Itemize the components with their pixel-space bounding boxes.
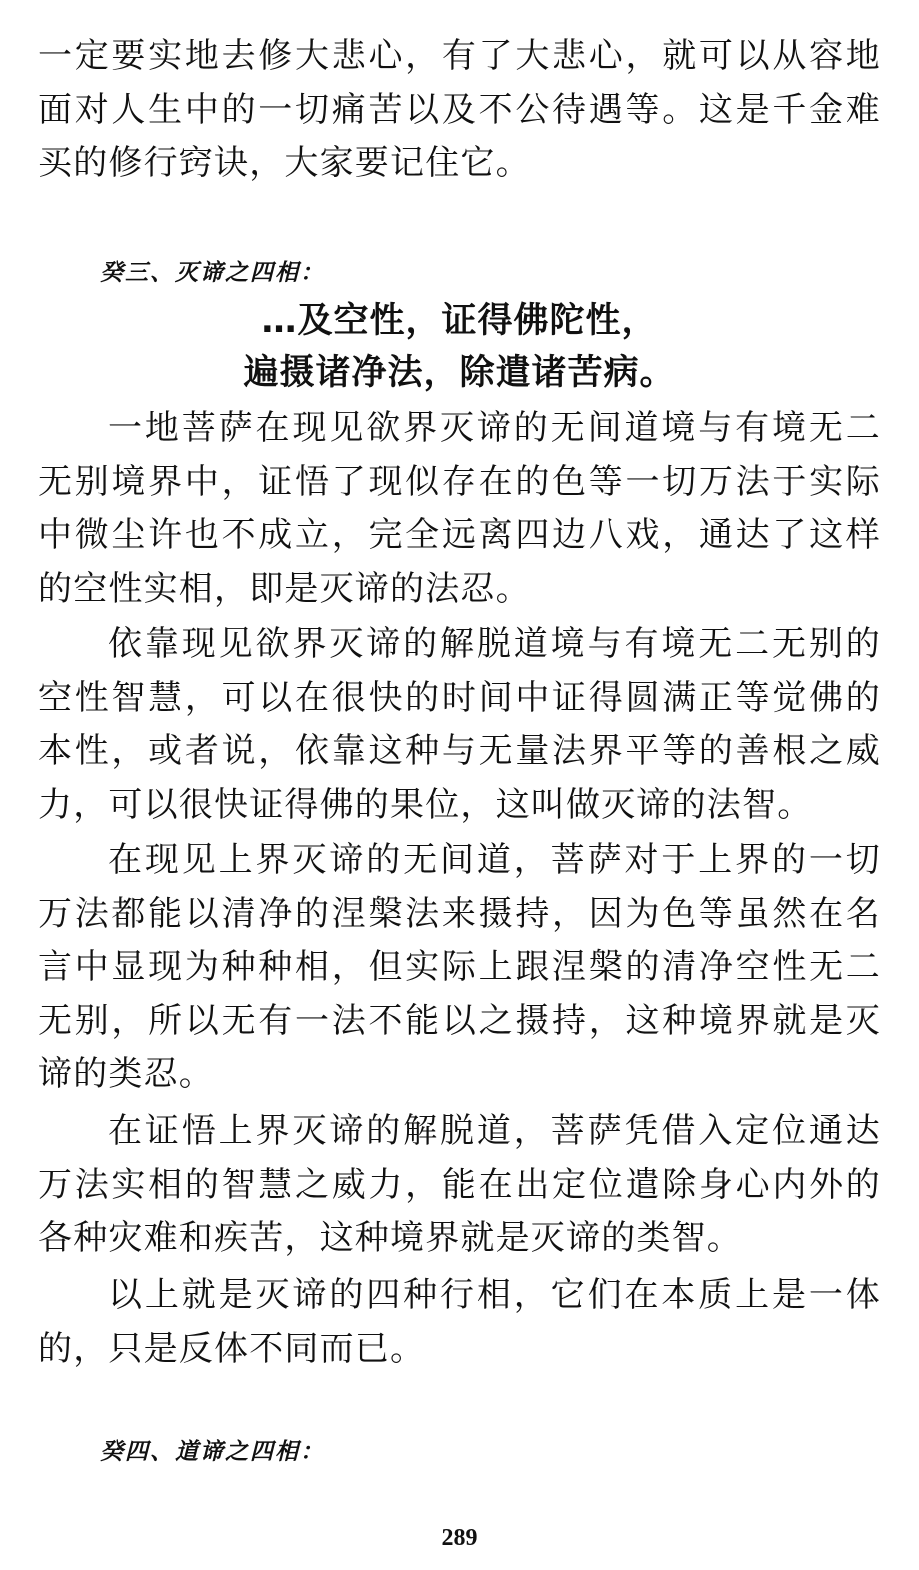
intro-paragraph: 一定要实地去修大悲心，有了大悲心，就可以从容地面对人生中的一切痛苦以及不公待遇等。这是千金难买的修行窍诀，大家要记住它。	[38, 36, 881, 183]
verse-line: …及空性，证得佛陀性，	[261, 301, 658, 341]
paragraph-dharma-patience: 一地菩萨在现见欲界灭谛的无间道境与有境无二无别境界中，证悟了现似存在的色等一切万法于实际中微尘许也不成立，完全远离四边八戏，通达了这样的空性实相，即是灭谛的法忍。	[38, 408, 881, 609]
paragraph-summary: 以上就是灭谛的四种行相，它们在本质上是一体的，只是反体不同而已。	[38, 1275, 881, 1369]
section-heading-path: 癸四、道谛之四相：	[100, 1438, 325, 1465]
page-number: 289	[441, 1525, 478, 1551]
paragraph-subsequent-patience: 在现见上界灭谛的无间道，菩萨对于上界的一切万法都能以清净的涅槃法来摄持，因为色等虽然在名言中显现为种种相，但实际上跟涅槃的清净空性无二无别，所以无有一法不能以之摄持，这种境界就是灭谛的类忍。	[38, 840, 881, 1094]
section-heading-cessation: 癸三、灭谛之四相：	[100, 259, 325, 286]
paragraph-subsequent-wisdom: 在证悟上界灭谛的解脱道，菩萨凭借入定位通达万法实相的智慧之威力，能在出定位遣除身心内外的各种灾难和疾苦，这种境界就是灭谛的类智。	[38, 1111, 881, 1258]
paragraph-dharma-wisdom: 依靠现见欲界灭谛的解脱道境与有境无二无别的空性智慧，可以在很快的时间中证得圆满正等觉佛的本性，或者说，依靠这种与无量法界平等的善根之威力，可以很快证得佛的果位，这叫做灭谛的法智。	[38, 624, 881, 825]
verse-line: 遍摄诸净法，除遣诸苦病。	[243, 353, 676, 393]
verse-block	[0, 295, 919, 399]
